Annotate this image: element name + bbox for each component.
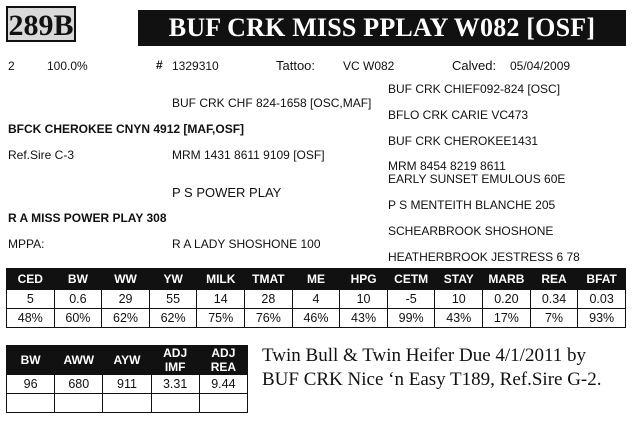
perf-header: BW [7, 346, 55, 375]
registration-number: 1329310 [172, 59, 219, 73]
epd-accuracy: 7% [530, 309, 578, 328]
epd-value: 0.6 [54, 290, 102, 309]
epd-accuracy: 46% [292, 309, 340, 328]
pedigree-dsd: P S MENTEITH BLANCHE 205 [388, 198, 556, 212]
perf-header-row [7, 346, 248, 375]
epd-accuracy: 93% [578, 309, 626, 328]
performance-table [6, 345, 248, 413]
pedigree-sire-dam: MRM 1431 8611 9109 [OSF] [172, 148, 325, 162]
perf-extra [103, 394, 151, 413]
epd-value: 28 [245, 290, 293, 309]
epd-header: MARB [483, 269, 531, 290]
epd-header: MILK [197, 269, 245, 290]
sire-note: Ref.Sire C-3 [8, 148, 75, 162]
pedigree-dam-dam: R A LADY SHOSHONE 100 [172, 237, 321, 251]
percent: 100.0% [47, 59, 88, 73]
epd-accuracy: 62% [149, 309, 197, 328]
epd-accuracy: 76% [245, 309, 293, 328]
perf-extra [199, 394, 247, 413]
calved-label: Calved: [452, 58, 497, 73]
epd-header: CETM [387, 269, 435, 290]
count: 2 [8, 59, 15, 73]
perf-value-row [7, 375, 248, 394]
epd-header: BFAT [578, 269, 626, 290]
perf-header: ADJ REA [199, 346, 247, 375]
perf-extra [7, 394, 55, 413]
epd-accuracy: 43% [340, 309, 388, 328]
epd-header-row [7, 269, 626, 290]
epd-value: 5 [7, 290, 55, 309]
perf-header: AYW [103, 346, 151, 375]
perf-value: 680 [55, 375, 103, 394]
perf-value: 911 [103, 375, 151, 394]
perf-extra [151, 394, 199, 413]
pedigree-sire: BFCK CHEROKEE CNYN 4912 [MAF,OSF] [8, 122, 245, 136]
epd-accuracy: 48% [7, 309, 55, 328]
epd-value: 0.34 [530, 290, 578, 309]
epd-header: BW [54, 269, 102, 290]
epd-accuracy: 99% [387, 309, 435, 328]
epd-accuracy: 75% [197, 309, 245, 328]
perf-empty-row [7, 394, 248, 413]
epd-header: CED [7, 269, 55, 290]
pedigree-sire-sire: BUF CRK CHF 824-1658 [OSC,MAF] [172, 96, 372, 110]
epd-value: 14 [197, 290, 245, 309]
reg-symbol: # [156, 58, 163, 72]
pedigree-sdd: MRM 8454 8219 8611 [388, 159, 506, 173]
pedigree-dds: SCHEARBROOK SHOSHONE [388, 224, 554, 238]
calved-value: 05/04/2009 [510, 59, 571, 73]
epd-value: 55 [149, 290, 197, 309]
epd-accuracy: 62% [102, 309, 150, 328]
pedigree-dam: R A MISS POWER PLAY 308 [8, 211, 167, 225]
pedigree-sds: BUF CRK CHEROKEE1431 [388, 134, 539, 148]
epd-accuracy: 17% [483, 309, 531, 328]
perf-extra [55, 394, 103, 413]
epd-value: 0.03 [578, 290, 626, 309]
epd-header: ME [292, 269, 340, 290]
pedigree-ssd: BFLO CRK CARIE VC473 [388, 108, 529, 122]
epd-accuracy-row [7, 309, 626, 328]
pedigree-dss: EARLY SUNSET EMULOUS 60E [388, 172, 566, 186]
pedigree-sss: BUF CRK CHIEF092-824 [OSC] [388, 82, 561, 96]
epd-value: 10 [435, 290, 483, 309]
epd-header: STAY [435, 269, 483, 290]
epd-value-row [7, 290, 626, 309]
epd-value: 4 [292, 290, 340, 309]
epd-accuracy: 43% [435, 309, 483, 328]
epd-header: TMAT [245, 269, 293, 290]
epd-header: WW [102, 269, 150, 290]
epd-header: HPG [340, 269, 388, 290]
perf-header: ADJ IMF [151, 346, 199, 375]
tattoo-label: Tattoo: [276, 58, 316, 73]
epd-accuracy: 60% [54, 309, 102, 328]
epd-header: REA [530, 269, 578, 290]
epd-value: -5 [387, 290, 435, 309]
animal-title: BUF CRK MISS PPLAY W082 [OSF] [138, 10, 626, 46]
pedigree-ddd: HEATHERBROOK JESTRESS 6 78 [388, 250, 580, 264]
tattoo-value: VC W082 [343, 59, 395, 73]
epd-value: 10 [340, 290, 388, 309]
epd-table [6, 268, 626, 328]
dam-note: MPPA: [8, 237, 45, 251]
epd-value: 29 [102, 290, 150, 309]
pedigree-dam-sire: P S POWER PLAY [172, 185, 282, 200]
perf-value: 9.44 [199, 375, 247, 394]
perf-value: 3.31 [151, 375, 199, 394]
breeding-note: Twin Bull & Twin Heifer Due 4/1/2011 by BUF CRK Nice ‘n Easy T189, Ref.Sire G-2. [262, 345, 602, 390]
lot-number: 289B [6, 6, 76, 42]
perf-header: AWW [55, 346, 103, 375]
perf-value: 96 [7, 375, 55, 394]
epd-header: YW [149, 269, 197, 290]
epd-value: 0.20 [483, 290, 531, 309]
